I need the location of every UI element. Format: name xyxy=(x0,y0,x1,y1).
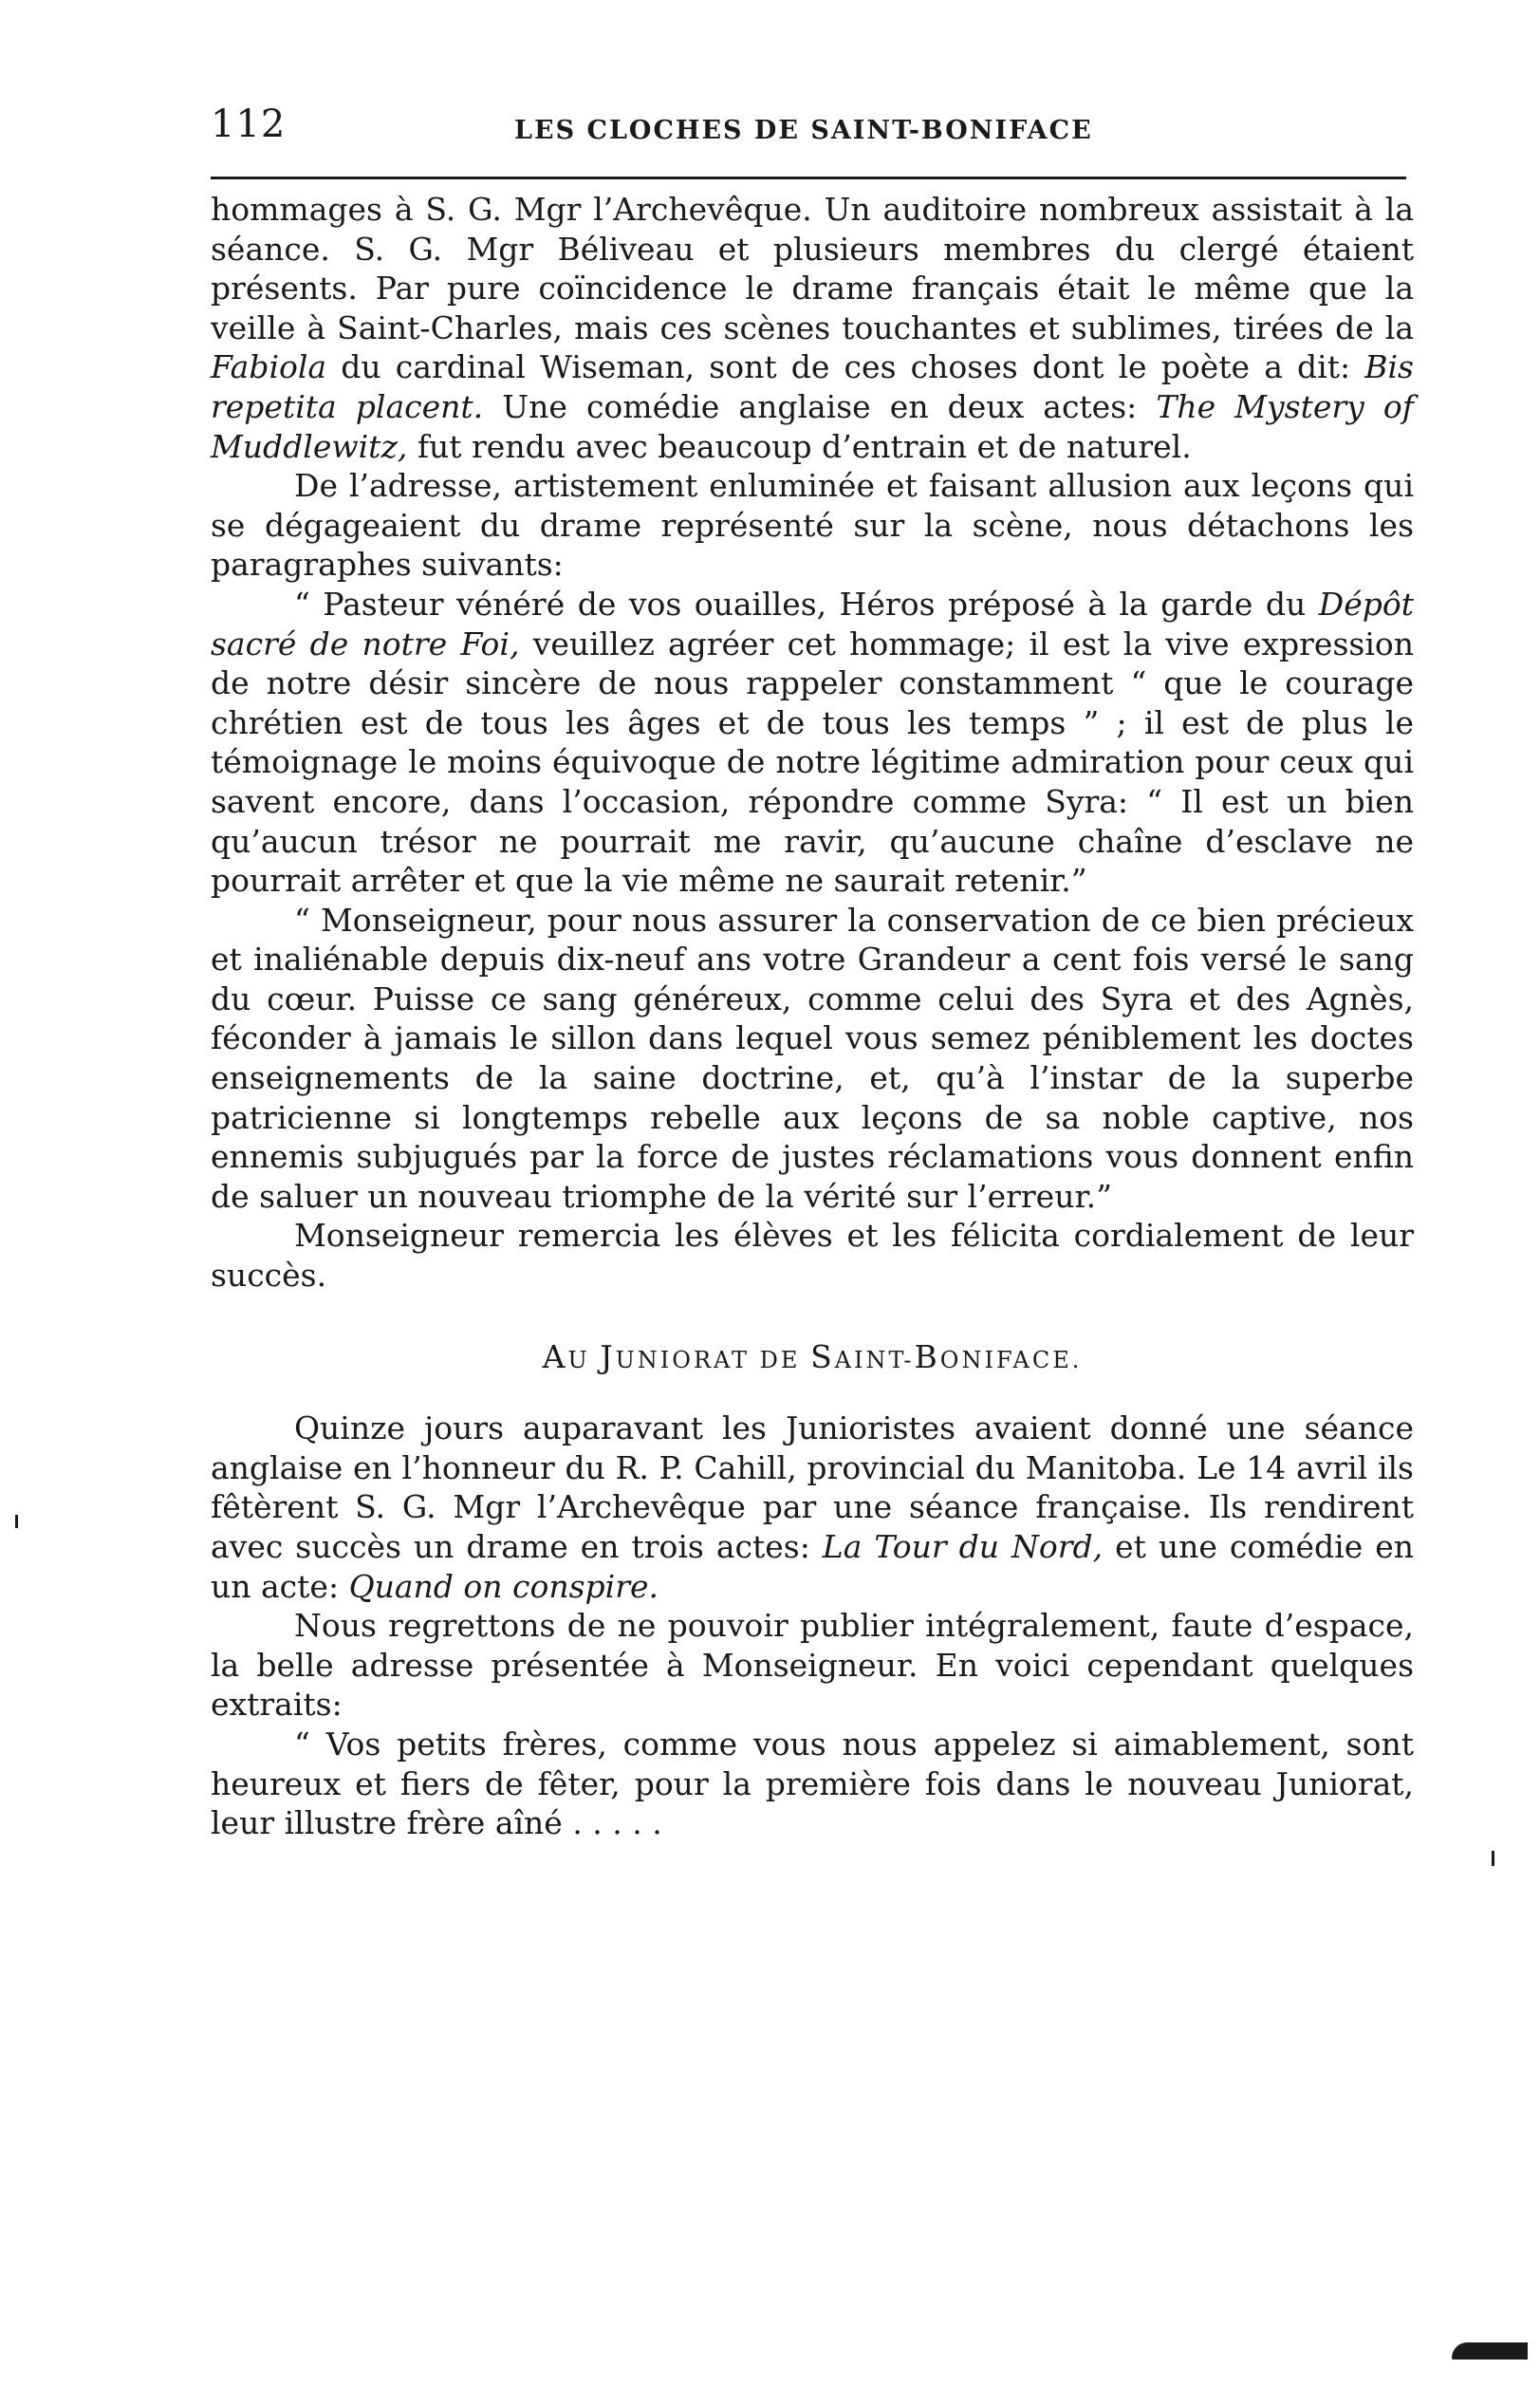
heading-part: B xyxy=(914,1337,940,1375)
heading-part: AINT- xyxy=(834,1346,915,1373)
p1-text-a: hommages à S. G. Mgr l’Archevêque. Un auditoire nombreux assistait à la séance. S. G. Mgr Béliveau et plusieurs membres du clergé étaient présents. Par pure coïncidence le drame français était le même que la veille à Saint-Charles, mais ces scènes touchantes et sublimes, tirées de la xyxy=(211,191,1414,346)
heading-part: J xyxy=(600,1337,616,1375)
header-rule xyxy=(211,177,1406,179)
paragraph-4: “ Monseigneur, pour nous assurer la conservation de ce bien précieux et inaliénable depuis dix-neuf ans votre Grandeur a cent fois versé le sang du cœur. Puisse ce sang généreux, comme celui des Syra et des Agnès, féconder à jamais le sillon dans lequel vous semez péniblement les doctes enseignements de la saine doctrine, et, qu’à l’instar de la superbe patricienne si longtemps rebelle aux leçons de sa noble captive, nos ennemis subjugués par la force de justes réclamations vous donnent enfin de saluer un nouveau triomphe de la vérité sur l’erreur.” xyxy=(211,901,1414,1215)
paragraph-2: De l’adresse, artistement enluminée et faisant allusion aux leçons qui se dégageaient du drame représenté sur la scène, nous détachons les paragraphes suivants: xyxy=(211,467,1414,584)
p6-text-c: et une comédie en un acte: xyxy=(211,1528,1414,1605)
p6-text-a: Quinze jours auparavant les Junioristes avaient donné une séance anglaise en l’honneur du R. P. Cahill, provincial du Manitoba. Le 14 avril ils fêtèrent S. G. Mgr l’Archevêque par une séance française. Ils rendirent avec succès un drame en trois actes: xyxy=(211,1409,1414,1565)
p1-title-mystery: The Mystery of Muddlewitz, xyxy=(211,387,1414,465)
paragraph-1 xyxy=(211,190,1414,466)
running-title: LES CLOCHES DE SAINT-BONIFACE xyxy=(514,116,1093,145)
page-header xyxy=(211,103,1406,159)
heading-part: DE xyxy=(759,1346,811,1373)
scan-edge-smudge xyxy=(1452,2342,1528,2360)
scan-speck xyxy=(1492,1851,1494,1866)
p3-text-c: veuillez agréer cet hommage; il est la vive expression de notre désir sincère de nous rappeler constamment “ que le courage chrétien est de tous les âges et de tous les temps ” ; il est de plus le témoignage le moins équivoque de notre légitime admiration pour ceux qui savent encore, dans l’occasion, répondre comme Syra: “ Il est un bien qu’aucun trésor ne pourrait me ravir, qu’aucune chaîne d’esclave ne pourrait arrêter et que la vie même ne saurait retenir.” xyxy=(211,625,1414,900)
p1-quote-latin: Bis repetita placent. xyxy=(211,348,1414,425)
paragraph-6 xyxy=(211,1409,1414,1606)
p3-text-a: “ Pasteur vénéré de vos ouailles, Héros préposé à la garde du xyxy=(294,585,1319,623)
paragraph-3 xyxy=(211,585,1414,901)
heading-part: ONIFACE. xyxy=(939,1346,1083,1373)
p1-title-fabiola: Fabiola xyxy=(211,348,327,386)
page-number: 112 xyxy=(211,103,287,146)
p3-depot-sacre: Dépôt sacré de notre Foi, xyxy=(211,585,1414,662)
heading-part: A xyxy=(542,1337,568,1375)
p1-text-e: Une comédie anglaise en deux actes: xyxy=(483,387,1157,425)
section-heading xyxy=(211,1337,1414,1381)
heading-part: S xyxy=(810,1337,835,1375)
scan-speck xyxy=(15,1515,18,1528)
heading-part: U xyxy=(567,1346,601,1373)
heading-part: UNIORAT xyxy=(615,1346,760,1373)
body-text xyxy=(211,190,1414,1843)
p1-text-c: du cardinal Wiseman, sont de ces choses dont le poète a dit: xyxy=(326,348,1365,386)
p1-text-g: fut rendu avec beaucoup d’entrain et de naturel. xyxy=(407,427,1192,465)
paragraph-8: “ Vos petits frères, comme vous nous appelez si aimablement, sont heureux et fiers de fêter, pour la première fois dans le nouveau Juniorat, leur illustre frère aîné . . . . . xyxy=(211,1725,1414,1842)
paragraph-7: Nous regrettons de ne pouvoir publier intégralement, faute d’espace, la belle adresse présentée à Monseigneur. En voici cependant quelques extraits: xyxy=(211,1607,1414,1724)
p6-title-tour: La Tour du Nord, xyxy=(822,1528,1104,1565)
p6-title-quand: Quand on conspire. xyxy=(348,1567,659,1605)
paragraph-5: Monseigneur remercia les élèves et les félicita cordialement de leur succès. xyxy=(211,1217,1414,1295)
